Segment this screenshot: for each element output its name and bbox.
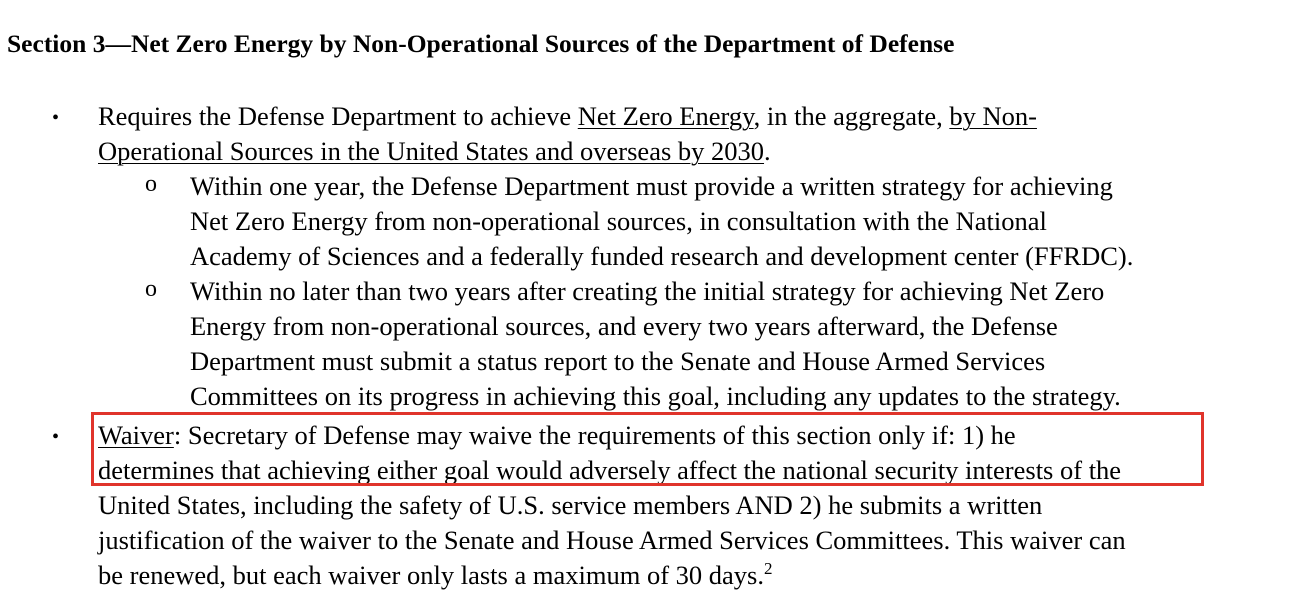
sub-bullet-1-line-1: Within one year, the Defense Department must provide a written strategy for achieving xyxy=(190,171,1113,201)
bullet-1-text: Requires the Defense Department to achieve xyxy=(98,101,578,131)
footnote-marker: 2 xyxy=(763,559,773,579)
bullet-1-glyph: • xyxy=(52,107,60,129)
bullet-1-line-1 xyxy=(98,99,1037,133)
bullet-2-highlighted-text: determines that achieving either goal would adversely affect the national security interests xyxy=(98,455,1054,485)
sub-bullet-2-line-4: Committees on its progress in achieving this goal, including any updates to the strategy. xyxy=(190,381,1121,411)
net-zero-energy-term: Net Zero Energy xyxy=(577,101,754,131)
bullet-2-glyph: • xyxy=(52,426,60,448)
non-operational-sources-term: by Non- xyxy=(949,101,1037,131)
sub-bullet-1-line-3: Academy of Sciences and a federally funded research and development center (FFRDC). xyxy=(190,241,1134,271)
sub-bullet-2-glyph: o xyxy=(145,276,157,302)
bullet-2-text: : Secretary of Defense may waive the requirements of this section only if: 1) he xyxy=(173,420,1016,450)
waiver-highlight-box xyxy=(91,412,1204,486)
sub-bullet-1-line-2: Net Zero Energy from non-operational sources, in consultation with the National xyxy=(190,206,1047,236)
sub-bullet-2-line-3: Department must submit a status report to the Senate and House Armed Services xyxy=(190,346,1046,376)
bullet-2-line-4: justification of the waiver to the Senate and House Armed Services Committees. This waiver can xyxy=(98,525,1126,555)
bullet-2-text: of the xyxy=(1053,455,1122,485)
sub-bullet-2-line-1: Within no later than two years after creating the initial strategy for achieving Net Zero xyxy=(190,276,1105,306)
sub-bullet-2-line-2: Energy from non-operational sources, and every two years afterward, the Defense xyxy=(190,311,1058,341)
waiver-label: Waiver xyxy=(98,420,174,450)
bullet-1-text: , in the aggregate, xyxy=(753,101,950,131)
bullet-2-line-5 xyxy=(98,558,772,592)
section-heading: Section 3—Net Zero Energy by Non-Operational Sources of the Department of Defense xyxy=(7,29,955,58)
bullet-2-line-3: United States, including the safety of U.S. service members AND 2) he submits a written xyxy=(98,490,1043,520)
bullet-2-text: be renewed, but each waiver only lasts a maximum of 30 days. xyxy=(98,560,764,590)
bullet-1-text: . xyxy=(764,136,771,166)
non-operational-sources-term: Operational Sources in the United States and overseas by 2030 xyxy=(98,136,765,166)
sub-bullet-1-glyph: o xyxy=(145,171,157,197)
bullet-1-line-2 xyxy=(98,134,771,168)
